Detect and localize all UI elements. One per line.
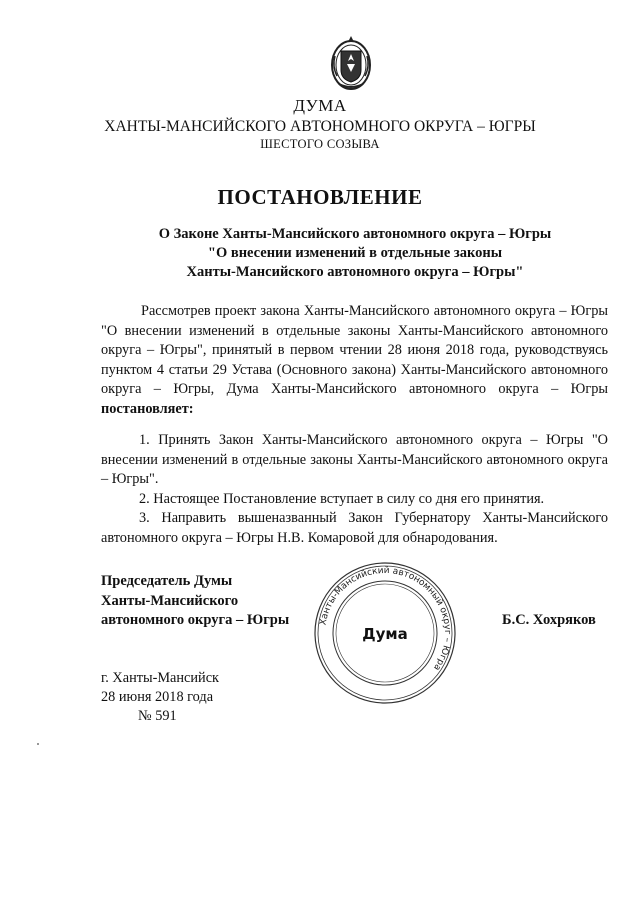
subject-line-1: О Законе Ханты-Мансийского автономного округа – Югры [158, 226, 552, 242]
seal-center-text: Дума [362, 625, 408, 643]
convocation-title: ШЕСТОГО СОЗЫВА [260, 137, 380, 151]
resolution-item-2: 2. Настоящее Постановление вступает в силу со дня его принятия. [139, 490, 545, 507]
signatory-line-3: автономного округа – Югры [101, 612, 290, 628]
okrug-title: ХАНТЫ-МАНСИЙСКОГО АВТОНОМНОГО ОКРУГА – ЮГРЫ [104, 118, 536, 135]
coat-of-arms-emblem [330, 34, 372, 92]
official-seal-stamp [312, 560, 458, 706]
signatory-line-2: Ханты-Мансийского [101, 592, 239, 609]
signatory-title [101, 572, 289, 631]
seal-ring-text: Ханты-Мансийский автономный округ – Югра [318, 565, 453, 673]
resolution-item-3: 3. Направить вышеназванный Закон Губернатору Ханты-Мансийского автономного округа – Югры Н.В. Комаровой для обнародования. [101, 510, 608, 546]
resolution-item-1: 1. Принять Закон Ханты-Мансийского автономного округа – Югры "О внесении изменений в отдельные законы Ханты-Мансийского автономного округа – Югры". [101, 432, 608, 487]
signatory-line-1: Председатель Думы [101, 573, 233, 589]
subject-line-3: Ханты-Мансийского автономного округа – Югры" [186, 264, 524, 280]
subject-line-2: "О внесении изменений в отдельные законы [207, 245, 503, 261]
city: г. Ханты-Мансийск [101, 670, 219, 686]
resolution-items [101, 431, 608, 548]
preamble-text: Рассмотрев проект закона Ханты-Мансийского автономного округа – Югры "О внесении изменений в отдельные законы Ханты-Мансийского автономного округа – Югры", принятый в первом чтении 28 июня 2018 года, руководствуясь пунктом 4 статьи 29 Устава (Основного закона) Ханты-Мансийского автономного округа – Югры, Дума Ханты-Мансийского автономного округа – Югры [101, 303, 608, 397]
duma-title: ДУМА [293, 96, 347, 115]
scan-speck [37, 743, 39, 745]
document-number: № 591 [138, 708, 177, 724]
place-date-block [101, 669, 219, 726]
document-type-title: ПОСТАНОВЛЕНИЕ [217, 185, 423, 209]
document-date: 28 июня 2018 года [101, 689, 214, 705]
preamble-resolves: постановляет: [101, 400, 194, 417]
preamble-paragraph [101, 302, 608, 419]
signatory-name: Б.С. Хохряков [502, 612, 596, 628]
